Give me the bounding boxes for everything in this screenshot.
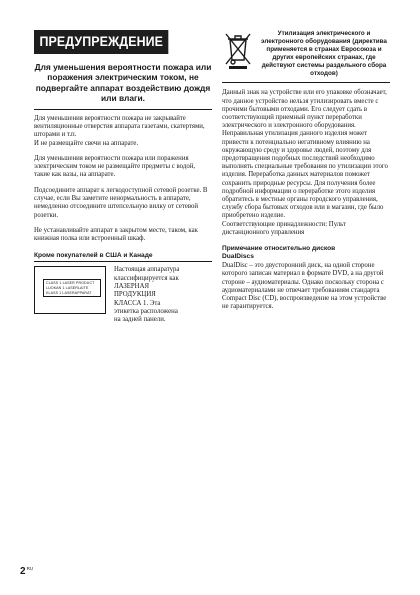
page-number: $2^{RU}$ bbox=[20, 566, 34, 577]
divider bbox=[34, 261, 212, 262]
crossed-out-wheelie-bin-icon bbox=[222, 30, 254, 70]
disposal-title: Утилизация электрического и электронного оборудования (директива применяется в странах Евросоюза и других европейских странах, где действуют системы раздельного сбора отходов) bbox=[261, 30, 387, 77]
warning-lead: Для уменьшения вероятности пожара или поражения электрическим током, не подвергайте аппарат воздействию дождя или влаги. bbox=[34, 62, 212, 104]
warning-banner: ПРЕДУПРЕЖДЕНИЕ bbox=[34, 30, 168, 54]
paragraph-water: Для уменьшения вероятности пожара или поражения электрическим током не размещайте предметы с водой, такие как вазы, на аппарате. bbox=[34, 154, 196, 179]
disposal-header bbox=[222, 30, 390, 77]
dualdisc-heading-line: Примечание относительно дисков bbox=[222, 245, 336, 253]
laser-label-line: KLASS 1 LASERAPPARAT bbox=[46, 290, 92, 295]
dualdisc-heading bbox=[222, 245, 390, 261]
usa-canada-heading: Кроме покупателей в США и Канаде bbox=[34, 252, 153, 260]
divider bbox=[34, 109, 212, 110]
laser-section bbox=[34, 266, 212, 324]
paragraph-outlet: Подсоедините аппарат к легкодоступной сетевой розетке. В случае, если Вы заметите ненормальность в аппарате, немедленно отсоедините штепсельную вилку от сетевой розетки. bbox=[34, 186, 208, 219]
divider bbox=[222, 82, 390, 83]
laser-label-illustration bbox=[34, 266, 106, 314]
page-lang: RU bbox=[26, 566, 34, 571]
laser-label-line: CLASS 1 LASER PRODUCT bbox=[46, 281, 95, 286]
laser-label-line: LUOKAN 1 LASERLAITE bbox=[46, 286, 89, 291]
left-column bbox=[34, 30, 212, 325]
dualdisc-text: DualDisc – это двусторонний диск, на одной стороне которого записан материал в формате DVD, а на другой стороне – аудиоматериалы. Однако поскольку сторона с аудиоматериалами не отвечает требованиям стандарта Compact Disc (CD), воспроизведение на этом устройстве не гарантируется. bbox=[222, 262, 387, 311]
paragraph-placement: Не устанавливайте аппарат в закрытом месте, таком, как книжная полка или встроенный шкаф. bbox=[34, 226, 198, 243]
laser-label bbox=[43, 279, 101, 297]
right-column bbox=[222, 30, 390, 311]
laser-class-text: Настоящая аппаратура классифицируется как ЛАЗЕРНАЯ ПРОДУКЦИЯ КЛАССА 1. Эта этикетка расположена на задней панели. bbox=[114, 266, 180, 324]
paragraph-vents: Для уменьшения вероятности пожара не закрывайте вентиляционные отверстия аппарата газетами, скатертями, шторами и т.п. И не размещайте свечи на аппарате. bbox=[34, 114, 205, 147]
dualdisc-heading-line: DualDiscs bbox=[222, 253, 254, 261]
disposal-text: Данный знак на устройстве или его упаковке обозначает, что данное устройство нельзя утилизировать вместе с прочими бытовыми отходами. Его следует сдать в соответствующий приемный пункт переработки электрического и электронного оборудования. Неправильная утилизация данного изделия может привести к потенциально негативному влиянию на окружающую среду и здоровье людей, поэтому для предотвращения подобных последствий необходимо выполнять специальные требования по утилизации этого изделия. Переработка данных материалов поможет сохранить природные ресурсы. Для получения более подробной информации о переработке этого изделия обратитесь в местные органы городского управления, службу сбора бытовых отходов или в магазин, где было приобретено изделие. Соответствующие принадлежности: Пульт дистанционного управления bbox=[222, 89, 388, 236]
